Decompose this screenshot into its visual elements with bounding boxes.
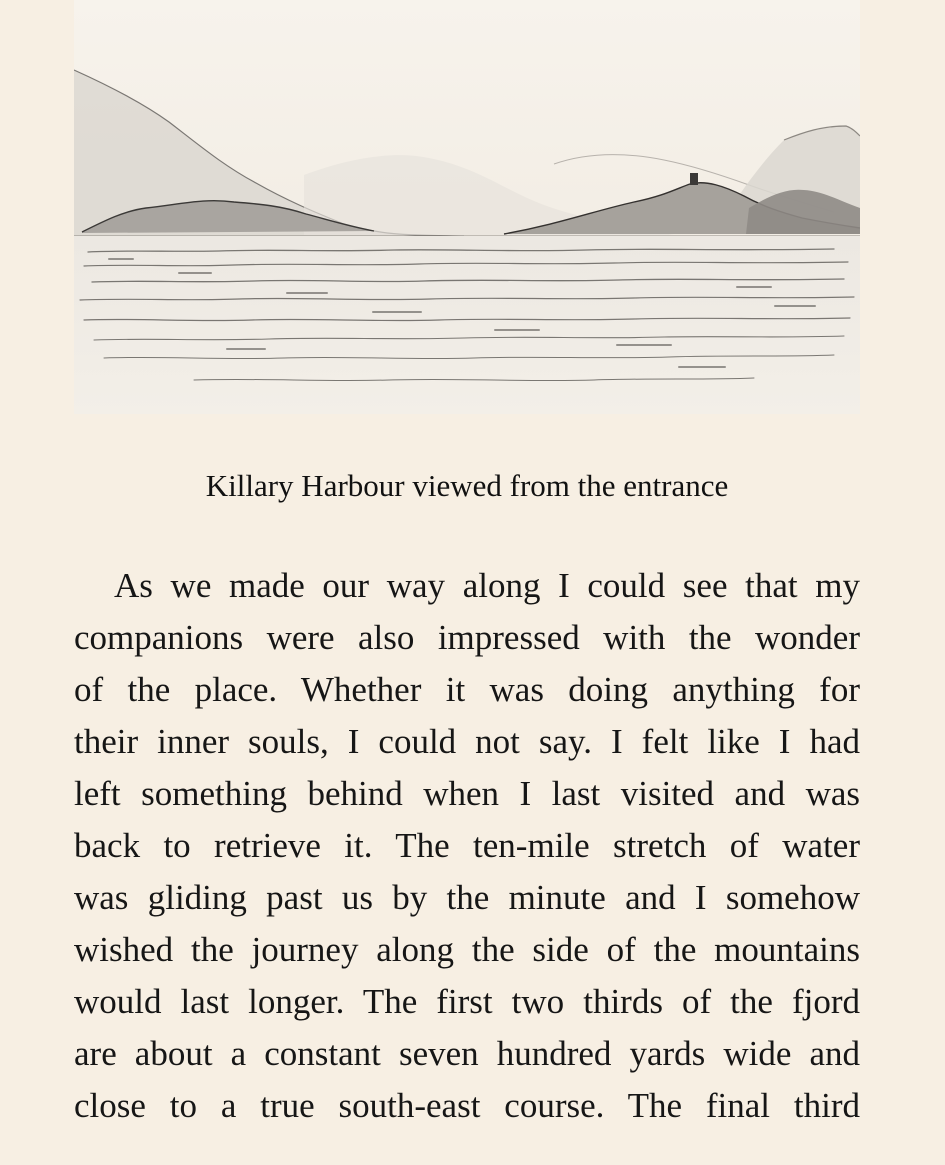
body-line: companions were also impressed with the wonder — [74, 618, 860, 657]
figure-caption: Killary Harbour viewed from the entrance — [205, 468, 729, 503]
body-line: of the place. Whether it was doing anything for — [74, 670, 860, 709]
body-line: back to retrieve it. The ten-mile stretch of water — [74, 826, 860, 865]
body-line: would last longer. The first two thirds of the fjord — [74, 982, 860, 1021]
body-line: left something behind when I last visited and was — [74, 774, 860, 813]
body-line: wished the journey along the side of the mountains — [74, 930, 860, 969]
body-paragraph — [74, 560, 860, 1132]
body-line: was gliding past us by the minute and I somehow — [74, 878, 860, 917]
body-line: their inner souls, I could not say. I felt like I had — [74, 722, 860, 761]
body-line: close to a true south-east course. The final third — [74, 1086, 860, 1125]
body-line: are about a constant seven hundred yards wide and — [74, 1034, 860, 1073]
body-line: As we made our way along I could see that my — [114, 566, 860, 605]
landscape-sketch-icon — [74, 0, 860, 414]
harbour-illustration — [74, 0, 860, 414]
